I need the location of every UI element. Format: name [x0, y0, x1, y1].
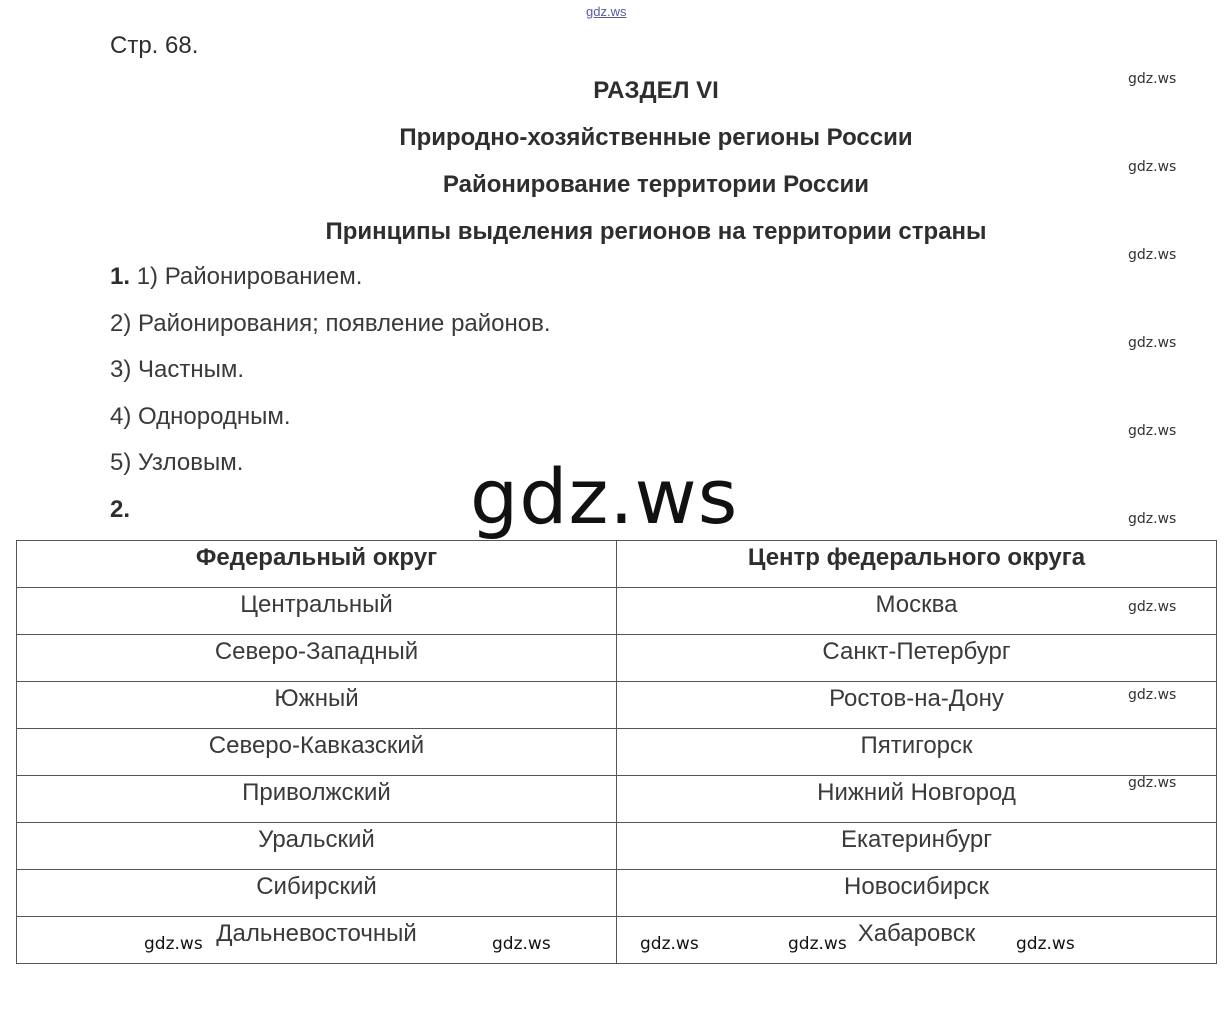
- table-row: [17, 823, 1217, 870]
- center-cell: Ростов-на-Дону: [617, 682, 1217, 729]
- district-cell: Сибирский: [17, 870, 617, 917]
- watermark-bottom: gdz.ws: [640, 934, 699, 954]
- header-district: Федеральный округ: [17, 541, 617, 588]
- watermark-side: gdz.ws: [1128, 335, 1177, 351]
- task-2-number: 2.: [110, 496, 131, 523]
- watermark-large: gdz.ws: [470, 452, 739, 541]
- answer-3: 3) Частным.: [110, 356, 245, 383]
- page-number: Стр. 68.: [110, 32, 199, 59]
- center-cell: Екатеринбург: [617, 823, 1217, 870]
- watermark-bottom: gdz.ws: [788, 934, 847, 954]
- answer-4: 4) Однородным.: [110, 403, 291, 430]
- chapter-subtitle: Районирование территории России: [442, 171, 870, 198]
- center-cell: Новосибирск: [617, 870, 1217, 917]
- watermark-top[interactable]: gdz.ws: [586, 4, 627, 19]
- federal-districts-table: [16, 540, 1217, 964]
- center-cell: Москва: [617, 588, 1217, 635]
- watermark-side: gdz.ws: [1128, 423, 1177, 439]
- topic-heading: Принципы выделения регионов на территории страны: [325, 218, 987, 245]
- center-cell: Санкт-Петербург: [617, 635, 1217, 682]
- watermark-bottom: gdz.ws: [144, 934, 203, 954]
- table-row: [17, 635, 1217, 682]
- watermark-bottom: gdz.ws: [1016, 934, 1075, 954]
- task-1-number: 1.: [110, 263, 131, 290]
- header-center: Центр федерального округа: [617, 541, 1217, 588]
- watermark-side: gdz.ws: [1128, 599, 1177, 615]
- table-header-row: [17, 541, 1217, 588]
- center-cell: Хабаровск: [617, 917, 1217, 964]
- district-cell: Северо-Западный: [17, 635, 617, 682]
- district-cell: Дальневосточный: [17, 917, 617, 964]
- district-cell: Центральный: [17, 588, 617, 635]
- answer-1: [110, 263, 362, 291]
- district-cell: Приволжский: [17, 776, 617, 823]
- answer-2: 2) Районирования; появление районов.: [110, 310, 551, 337]
- answer-1-text: 1) Районированием.: [136, 263, 363, 290]
- answer-5: 5) Узловым.: [110, 449, 244, 476]
- table-row: [17, 729, 1217, 776]
- watermark-side: gdz.ws: [1128, 247, 1177, 263]
- watermark-bottom: gdz.ws: [492, 934, 551, 954]
- center-cell: Пятигорск: [617, 729, 1217, 776]
- center-cell: Нижний Новгород: [617, 776, 1217, 823]
- watermark-side: gdz.ws: [1128, 775, 1177, 791]
- table-row: [17, 588, 1217, 635]
- district-cell: Южный: [17, 682, 617, 729]
- chapter-title: Природно-хозяйственные регионы России: [399, 124, 913, 151]
- watermark-side: gdz.ws: [1128, 159, 1177, 175]
- watermark-side: gdz.ws: [1128, 687, 1177, 703]
- district-cell: Уральский: [17, 823, 617, 870]
- table-row: [17, 776, 1217, 823]
- watermark-side: gdz.ws: [1128, 71, 1177, 87]
- table-row: [17, 682, 1217, 729]
- table-row: [17, 870, 1217, 917]
- district-cell: Северо-Кавказский: [17, 729, 617, 776]
- watermark-side: gdz.ws: [1128, 511, 1177, 527]
- section-heading: РАЗДЕЛ VI: [593, 77, 719, 104]
